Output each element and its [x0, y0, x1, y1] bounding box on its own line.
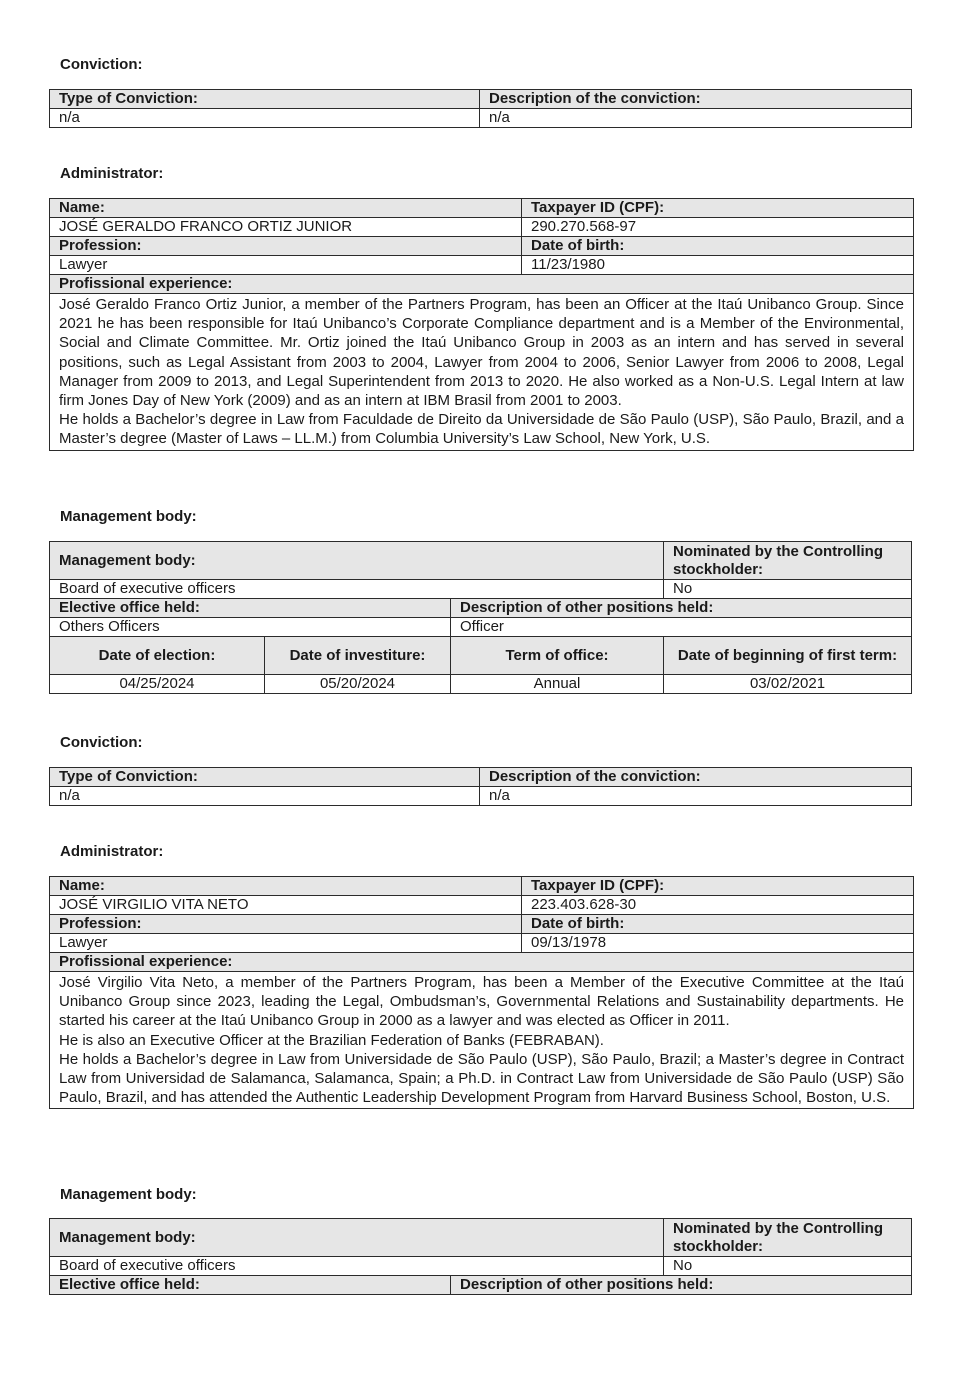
- conviction-heading: Conviction:: [60, 734, 143, 751]
- experience-paragraph: José Virgilio Vita Neto, a member of the Partners Program, has been a Member of the Executive Committee at the Itaú Unibanco Group since 2023, leading the Legal, Ombudsman’s, Governmental Relations and Sustainability departments. He started his career at the Itaú Unibanco Group in 2000 as a lawyer and was elected as Officer in 2011.: [59, 974, 904, 1030]
- profession-value: Lawyer: [50, 934, 522, 953]
- management-body-table: [49, 1218, 912, 1295]
- elective-office-label: Elective office held:: [50, 599, 451, 618]
- administrator-table: [49, 876, 914, 1109]
- term-of-office-label: Term of office:: [451, 637, 664, 675]
- profession-label: Profession:: [50, 915, 522, 934]
- birth-date-label: Date of birth:: [522, 915, 914, 934]
- conviction-description-label: Description of the conviction:: [480, 90, 912, 109]
- management-body-heading: Management body:: [60, 1186, 197, 1203]
- conviction-description-value: n/a: [480, 787, 912, 806]
- birth-date-value: 11/23/1980: [522, 256, 914, 275]
- type-of-conviction-label: Type of Conviction:: [50, 90, 480, 109]
- management-body-label: Management body:: [50, 1219, 664, 1257]
- experience-paragraph: He holds a Bachelor’s degree in Law from Faculdade de Direito da Universidade de São Paulo (USP), São Paulo, Brazil, and a Master’s degree (Master of Laws – LL.M.) from Columbia University’s Law School, New York, U.S.: [59, 411, 904, 448]
- first-term-date-label: Date of beginning of first term:: [664, 637, 912, 675]
- birth-date-value: 09/13/1978: [522, 934, 914, 953]
- experience-paragraph: He is also an Executive Officer at the Brazilian Federation of Banks (FEBRABAN).: [59, 1031, 604, 1049]
- name-value: JOSÉ GERALDO FRANCO ORTIZ JUNIOR: [50, 218, 522, 237]
- nominated-value: No: [664, 580, 912, 599]
- administrator-table: [49, 198, 914, 451]
- cpf-label: Taxpayer ID (CPF):: [522, 199, 914, 218]
- conviction-table: [49, 767, 912, 806]
- nominated-value: No: [664, 1257, 912, 1276]
- elective-office-label: Elective office held:: [50, 1276, 451, 1295]
- experience-label: Profissional experience:: [50, 953, 914, 972]
- other-positions-value: Officer: [451, 618, 912, 637]
- conviction-description-value: n/a: [480, 109, 912, 128]
- type-of-conviction-value: n/a: [50, 787, 480, 806]
- experience-paragraph: He holds a Bachelor’s degree in Law from Universidade de São Paulo (USP), São Paulo, Brazil; a Master’s degree in Contract Law from Universidad de Salamanca, Salamanca, Spain; a Ph.D. in Contract Law from Universidade de São Paulo (USP) São Paulo, Brazil, and has attended the Authentic Leadership Development Program from Harvard Business School, Boston, U.S.: [59, 1050, 904, 1107]
- name-value: JOSÉ VIRGILIO VITA NETO: [50, 896, 522, 915]
- management-body-table: [49, 541, 912, 694]
- nominated-label: Nominated by the Controlling stockholder:: [664, 542, 912, 580]
- cpf-value: 223.403.628-30: [522, 896, 914, 915]
- cpf-label: Taxpayer ID (CPF):: [522, 877, 914, 896]
- type-of-conviction-label: Type of Conviction:: [50, 768, 480, 787]
- type-of-conviction-value: n/a: [50, 109, 480, 128]
- birth-date-label: Date of birth:: [522, 237, 914, 256]
- experience-label: Profissional experience:: [50, 275, 914, 294]
- first-term-date-value: 03/02/2021: [664, 675, 912, 694]
- management-body-label: Management body:: [50, 542, 664, 580]
- name-label: Name:: [50, 199, 522, 218]
- profession-label: Profession:: [50, 237, 522, 256]
- administrator-heading: Administrator:: [60, 843, 164, 860]
- investiture-date-label: Date of investiture:: [265, 637, 451, 675]
- conviction-description-label: Description of the conviction:: [480, 768, 912, 787]
- profession-value: Lawyer: [50, 256, 522, 275]
- investiture-date-value: 05/20/2024: [265, 675, 451, 694]
- management-body-value: Board of executive officers: [50, 1257, 664, 1276]
- management-body-heading: Management body:: [60, 508, 197, 525]
- conviction-heading: Conviction:: [60, 56, 143, 73]
- name-label: Name:: [50, 877, 522, 896]
- management-body-value: Board of executive officers: [50, 580, 664, 599]
- election-date-label: Date of election:: [50, 637, 265, 675]
- election-date-value: 04/25/2024: [50, 675, 265, 694]
- other-positions-label: Description of other positions held:: [451, 1276, 912, 1295]
- term-of-office-value: Annual: [451, 675, 664, 694]
- other-positions-label: Description of other positions held:: [451, 599, 912, 618]
- cpf-value: 290.270.568-97: [522, 218, 914, 237]
- experience-text: [50, 294, 914, 451]
- experience-text: [50, 972, 914, 1109]
- experience-paragraph: José Geraldo Franco Ortiz Junior, a member of the Partners Program, has been an Officer at the Itaú Unibanco Group. Since 2021 he has been responsible for Itaú Unibanco’s Corporate Compliance department and is a Member of the Environmental, Social and Climate Committee. Mr. Ortiz joined the Itaú Unibanco Group in 2003 as an intern and has served in several positions, such as Legal Assistant from 2003 to 2004, Lawyer from 2004 to 2006, Senior Lawyer from 2006 to 2008, Legal Manager from 2009 to 2013, and Legal Superintendent from 2013 to 2020. He also worked as a Non-U.S. Legal Intern at law firm Jones Day of New York (2009) and as an intern at IBM Brasil from 2001 to 2003.: [59, 296, 904, 410]
- administrator-heading: Administrator:: [60, 165, 164, 182]
- conviction-table: [49, 89, 912, 128]
- elective-office-value: Others Officers: [50, 618, 451, 637]
- nominated-label: Nominated by the Controlling stockholder:: [664, 1219, 912, 1257]
